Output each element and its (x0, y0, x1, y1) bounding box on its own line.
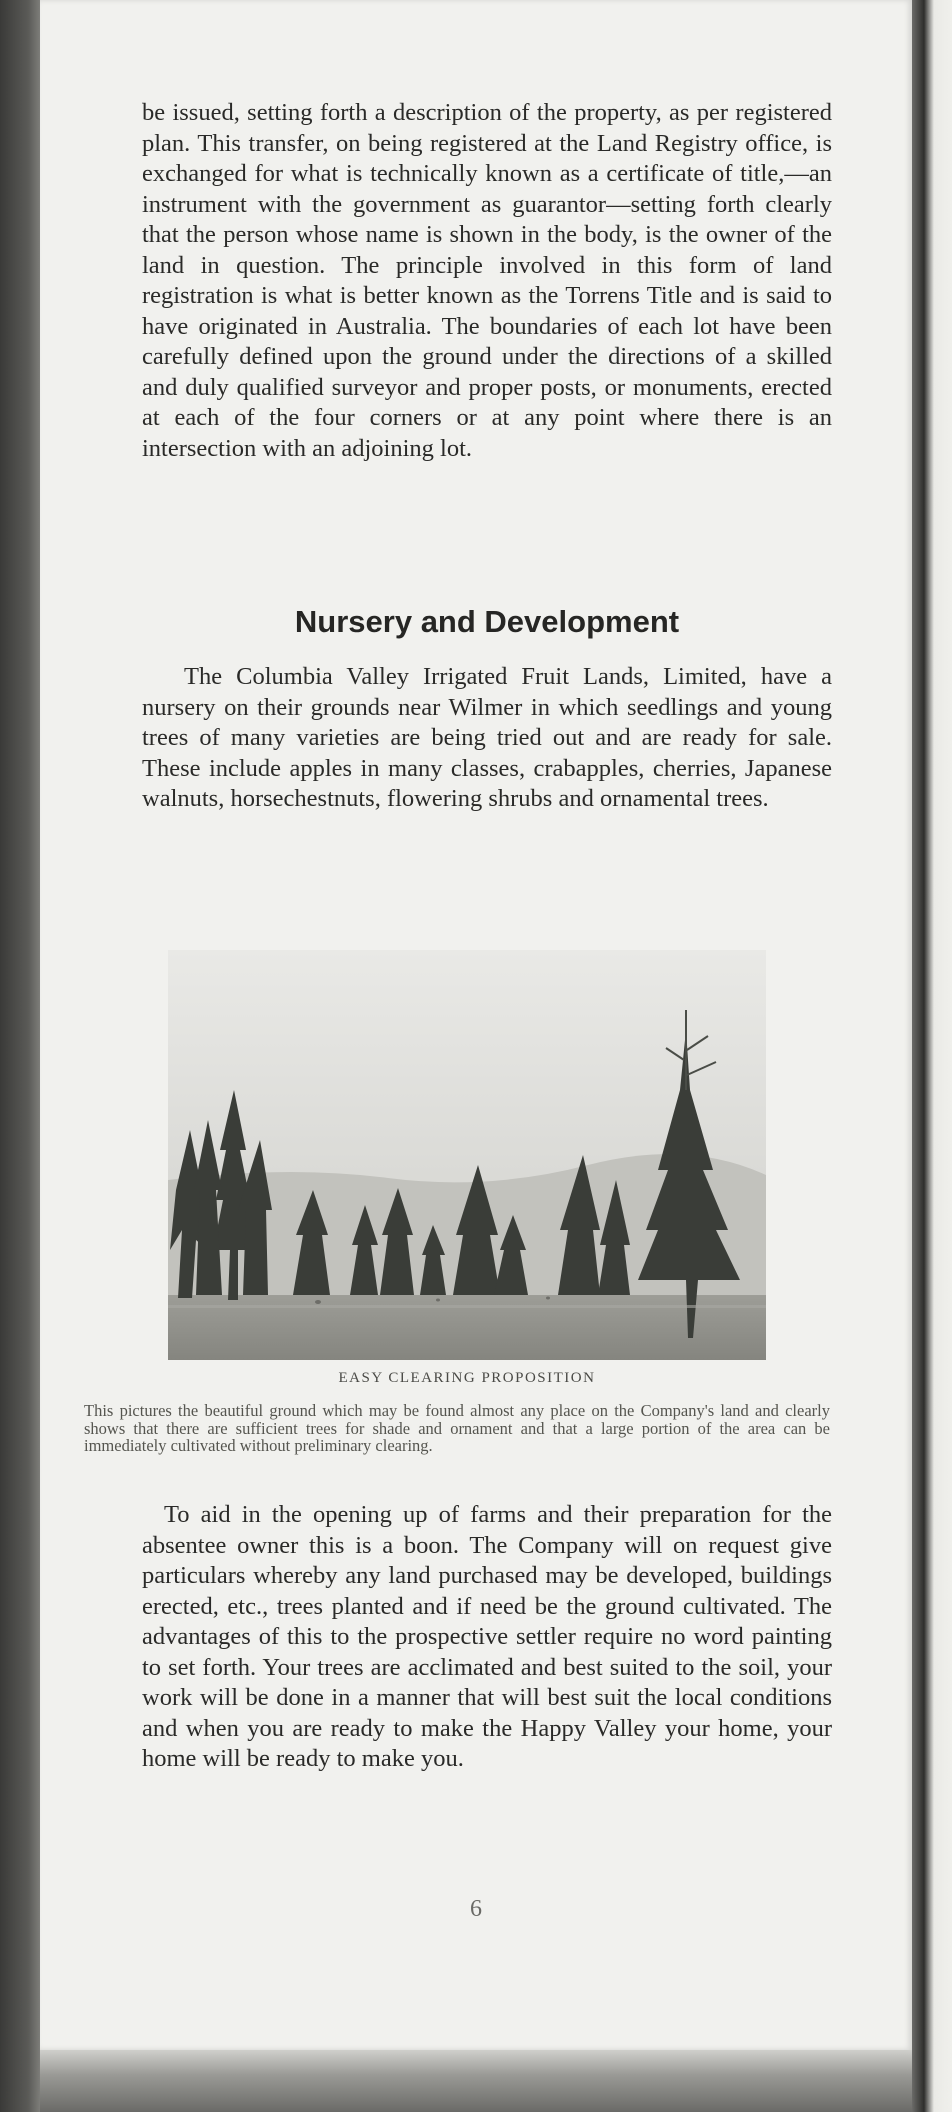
page-number: 6 (470, 1896, 482, 1922)
scan-bottom-edge (40, 2050, 912, 2112)
section-heading: Nursery and Development (294, 604, 680, 639)
landscape-photo (168, 950, 766, 1360)
photo-caption-title: EASY CLEARING PROPOSITION (338, 1370, 596, 1386)
body-paragraph-3: To aid in the opening up of farms and their preparation for the absentee owner this is a boon. The Company will on request give particulars whereby any land purchased may be developed, buildings erected, etc., trees planted and if need be the ground cultivated. The advantages of this to the prospective settler require no word painting to set forth. Your trees are acclimated and best suited to the soil, your work will be done in a manner that will best suit the local conditions and when you are ready to make the Happy Valley your home, your home will be ready to make you. (142, 1501, 832, 1772)
body-paragraph-2: The Columbia Valley Irrigated Fruit Lands, Limited, have a nursery on their grounds near Wilmer in which seedlings and young trees of many varieties are being tried out and are ready for sale. These include apples in many classes, crabapples, cherries, Japanese walnuts, horsechestnuts, flowering shrubs and ornamental trees. (142, 663, 832, 812)
photo-caption: This pictures the beautiful ground which may be found almost any place on the Company's land and clearly shows that there are sufficient trees for shade and ornament and that a large portion of the area can be immediately cultivated without preliminary clearing. (84, 1401, 830, 1455)
scan-left-margin (0, 0, 40, 2112)
body-paragraph-1: be issued, setting forth a description of the property, as per registered plan. This transfer, on being registered at the Land Registry office, is exchanged for what is technically known as a certificate of title,—an instrument with the government as guarantor—setting forth clearly that the person whose name is shown in the body, is the owner of the land in question. The principle involved in this form of land registration is what is better known as the Torrens Title and is said to have originated in Australia. The boundaries of each lot have been carefully defined upon the ground under the directions of a skilled and duly qualified surveyor and proper posts, or monuments, erected at each of the four corners or at any point where there is an intersection with an adjoining lot. (142, 99, 832, 462)
scan-right-edge (912, 0, 952, 2112)
